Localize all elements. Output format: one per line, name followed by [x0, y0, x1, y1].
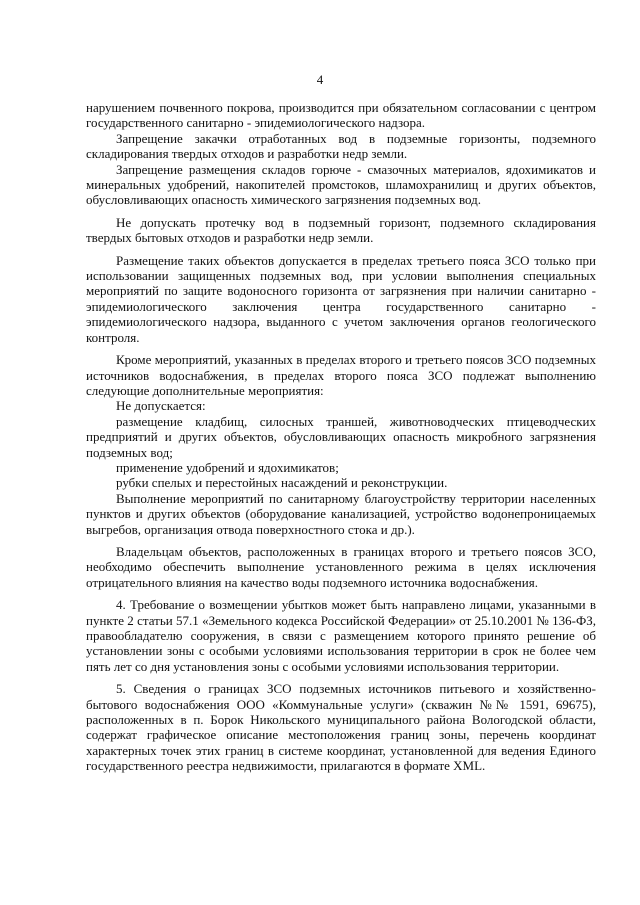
paragraph-item-4: 4. Требование о возмещении убытков может быть направлено лицами, указанными в пункте 2 статьи 57.1 «Земельного кодекса Российской Федерации» от 25.10.2001 № 136-ФЗ, правообладателю сооружения, в связи с размещением которого принято решение об установлении зоны с особыми условиями использования территории в срок не более чем пять лет со дня установления зоны с особыми условиями использования территории.	[86, 597, 596, 674]
paragraph-logging: рубки спелых и перестойных насаждений и реконструкции.	[116, 475, 448, 491]
paragraph-fertilizers: применение удобрений и ядохимикатов;	[116, 459, 339, 475]
paragraph-storage-ban: Запрещение размещения складов горюче - смазочных материалов, ядохимикатов и минеральных удобрений, накопителей промстоков, шламохранилищ и других объектов, обусловливающих опасность химического загрязнения подземных вод.	[86, 161, 596, 208]
paragraph-injection-ban: Запрещение закачки отработанных вод в подземные горизонты, подземного складирования твердых отходов и разработки недр земли.	[86, 130, 596, 162]
paragraph-third-belt: Размещение таких объектов допускается в пределах третьего пояса ЗСО только при использовании защищенных подземных вод, при условии выполнения специальных мероприятий по защите водоносного горизонта от загрязнения при наличии санитарно - эпидемиологического заключения центра государственного санитарно - эпидемиологического надзора, выданного с учетом заключения органов геологического контроля.	[86, 252, 596, 345]
document-body	[86, 100, 596, 774]
paragraph-continuation: нарушением почвенного покрова, производится при обязательном согласовании с центром государственного санитарно - эпидемиологического надзора.	[86, 100, 596, 131]
paragraph-second-belt-measures: Кроме мероприятий, указанных в пределах второго и третьего поясов ЗСО подземных источников водоснабжения, в пределах второго пояса ЗСО подлежат выполнению следующие дополнительные мероприятия:	[86, 352, 596, 398]
paragraph-cemeteries: размещение кладбищ, силосных траншей, животноводческих птицеводческих предприятий и других объектов, обусловливающих опасность микробного загрязнения подземных вод;	[86, 413, 596, 460]
paragraph-not-allowed: Не допускается:	[116, 398, 206, 414]
paragraph-leak-ban: Не допускать протечку вод в подземный горизонт, подземного складирования твердых бытовых отходов и разработки недр земли.	[86, 214, 596, 246]
paragraph-owners: Владельцам объектов, расположенных в границах второго и третьего поясов ЗСО, необходимо обеспечить выполнение установленного режима в целях исключения отрицательного влияния на качество воды подземного источника водоснабжения.	[86, 543, 596, 590]
page-number: 4	[316, 72, 324, 87]
paragraph-improvement: Выполнение мероприятий по санитарному благоустройству территории населенных пунктов и других объектов (оборудование канализацией, устройство водонепроницаемых выгребов, организация отвода поверхностного стока и др.).	[86, 490, 596, 537]
paragraph-item-5: 5. Сведения о границах ЗСО подземных источников питьевого и хозяйственно-бытового водоснабжения ООО «Коммунальные услуги» (скважин №№ 1591, 69675), расположенных в п. Борок Никольского муниципального района Вологодской области, содержат графическое описание местоположения границ зоны, перечень координат характерных точек этих границ в системе координат, установленной для ведения Единого государственного реестра недвижимости, прилагаются в формате XML.	[86, 681, 596, 774]
